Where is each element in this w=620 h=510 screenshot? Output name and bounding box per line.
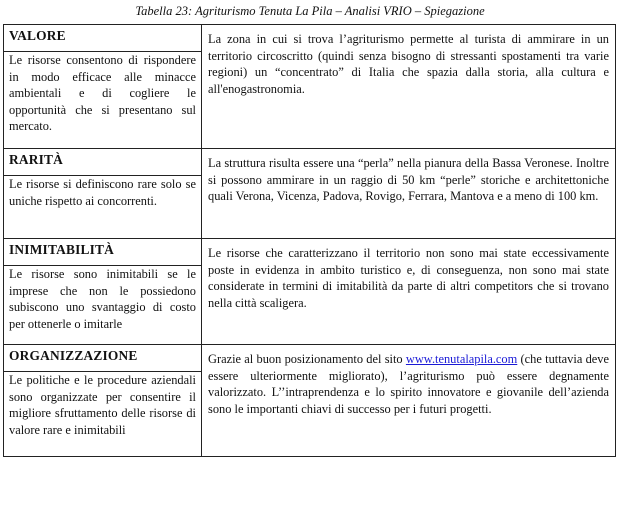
table-row-organizzazione-heading bbox=[4, 345, 616, 372]
row-heading: VALORE bbox=[4, 25, 202, 52]
row-explanation bbox=[202, 239, 616, 345]
row-explanation-text: La struttura risulta essere una “perla” nella pianura della Bassa Veronese. Inoltre si possono ammirare in un raggio di 50 km “perle” storiche e architettoniche quali Verona, Vicenza, Padova, Rovigo, Ferrara, Mantova e a meno di 100 km. bbox=[208, 156, 609, 204]
row-explanation-text: La zona in cui si trova l’agriturismo permette al turista di ammirare in un territorio circoscritto (quindi senza bisogno di stressanti spostamenti tra varie regioni) un “concentrato” di Italia che spazia dalla storia, alla cultura e all'enogastronomia. bbox=[208, 32, 609, 96]
row-explanation-text bbox=[208, 351, 609, 417]
row-definition-text: Le risorse si definiscono rare solo se uniche rispetto ai concorrenti. bbox=[9, 177, 196, 208]
table-row-inimitabilita-heading bbox=[4, 239, 616, 266]
explanation-text-after: (che tuttavia deve essere ulteriormente migliorato), l’agriturismo può essere degnamente valorizzato. L’’intraprendenza e lo spirito innovatore e giovanile dell’azienda sono le importanti chiavi di successo per i futuri progetti. bbox=[208, 352, 609, 416]
row-definition bbox=[4, 176, 202, 239]
row-definition bbox=[4, 52, 202, 149]
explanation-text-before: Grazie al buon posizionamento del sito bbox=[208, 352, 406, 366]
row-definition-text: Le risorse sono inimitabili se le imprese che non le possiedono subiscono uno svantaggio di costo per ottenerle o imitarle bbox=[9, 267, 196, 331]
row-explanation bbox=[202, 345, 616, 457]
row-definition-text: Le politiche e le procedure aziendali sono organizzate per consentire il migliore sfruttamento delle risorse di valore rare e inimitabili bbox=[9, 373, 196, 437]
row-explanation-text: Le risorse che caratterizzano il territorio non sono mai state eccessivamente poste in evidenza in ambito turistico e, di conseguenza, non sono mai state considerate in termini di imitabilità da parte di altri competitors che si trovano nella città scaligera. bbox=[208, 246, 609, 310]
row-heading: ORGANIZZAZIONE bbox=[4, 345, 202, 372]
table-row-valore-heading bbox=[4, 25, 616, 52]
vrio-table bbox=[3, 24, 616, 457]
website-link[interactable]: www.tenutalapila.com bbox=[405, 352, 518, 366]
table-caption: Tabella 23: Agriturismo Tenuta La Pila – Analisi VRIO – Spiegazione bbox=[135, 4, 485, 18]
table-row-rarita-heading bbox=[4, 149, 616, 176]
row-definition bbox=[4, 266, 202, 345]
row-explanation bbox=[202, 149, 616, 239]
row-heading: INIMITABILITÀ bbox=[4, 239, 202, 266]
row-definition bbox=[4, 372, 202, 457]
row-definition-text: Le risorse consentono di rispondere in modo efficace alle minacce ambientali e di cogliere le opportunità che si presentano sul mercato. bbox=[9, 53, 196, 134]
row-heading: RARITÀ bbox=[4, 149, 202, 176]
row-explanation bbox=[202, 25, 616, 149]
